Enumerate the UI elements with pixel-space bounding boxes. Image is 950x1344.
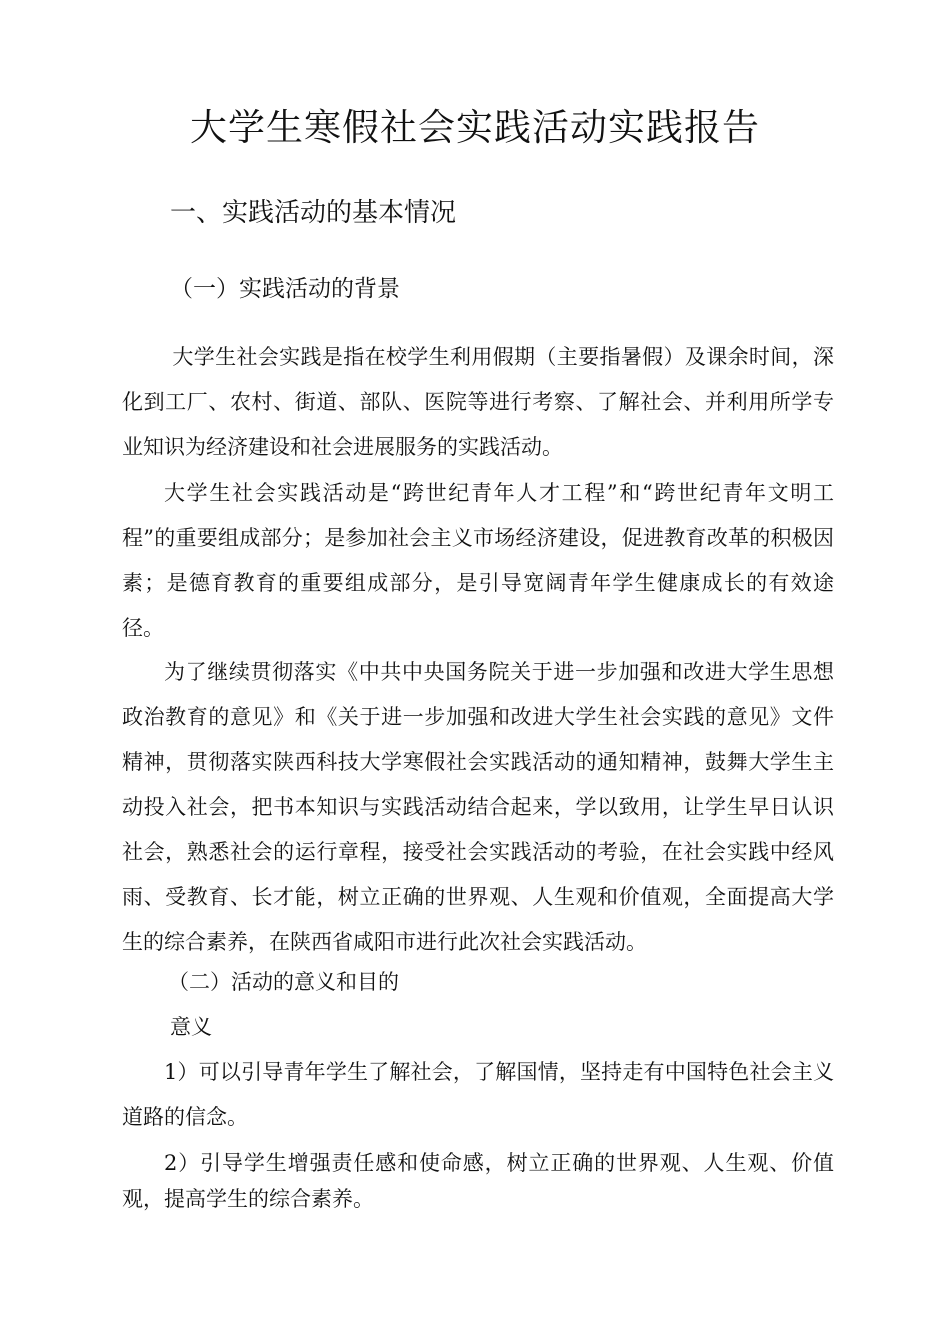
section-heading-basic-info: 一、实践活动的基本情况: [170, 198, 457, 228]
document-title: 大学生寒假社会实践活动实践报告: [190, 106, 760, 149]
paragraph-significance: 大学生社会实践活动是“跨世纪青年人才工程”和“跨世纪青年文明工程”的重要组成部分；是参加社会主义市场经济建设，促进教育改革的积极因素；是德育教育的重要组成部分，是引导宽阔青年学生健康成长的有效途径。: [122, 481, 834, 640]
meaning-label: 意义: [170, 1015, 212, 1039]
paragraph-purpose: 为了继续贯彻落实《中共中央国务院关于进一步加强和改进大学生思想政治教育的意见》和《关于进一步加强和改进大学生社会实践的意见》文件精神，贯彻落实陕西科技大学寒假社会实践活动的通知精神，鼓舞大学生主动投入社会，把书本知识与实践活动结合起来，学以致用，让学生早日认识社会，熟悉社会的运行章程，接受社会实践活动的考验，在社会实践中经风雨、受教育、长才能，树立正确的世界观、人生观和价值观，全面提高大学生的综合素养，在陕西省咸阳市进行此次社会实践活动。: [122, 660, 834, 954]
subsection-heading-background: （一）实践活动的背景: [170, 276, 400, 302]
meaning-item-2: 2）引导学生增强责任感和使命感，树立正确的世界观、人生观、价值观，提高学生的综合素养。: [122, 1151, 834, 1211]
meaning-item-1: 1）可以引导青年学生了解社会，了解国情，坚持走有中国特色社会主义道路的信念。: [122, 1060, 834, 1129]
paragraph-definition: 大学生社会实践是指在校学生利用假期（主要指暑假）及课余时间，深化到工厂、农村、街道、部队、医院等进行考察、了解社会、并利用所学专业知识为经济建设和社会进展服务的实践活动。: [122, 345, 834, 459]
subsection-heading-meaning-purpose: （二）活动的意义和目的: [168, 970, 399, 994]
